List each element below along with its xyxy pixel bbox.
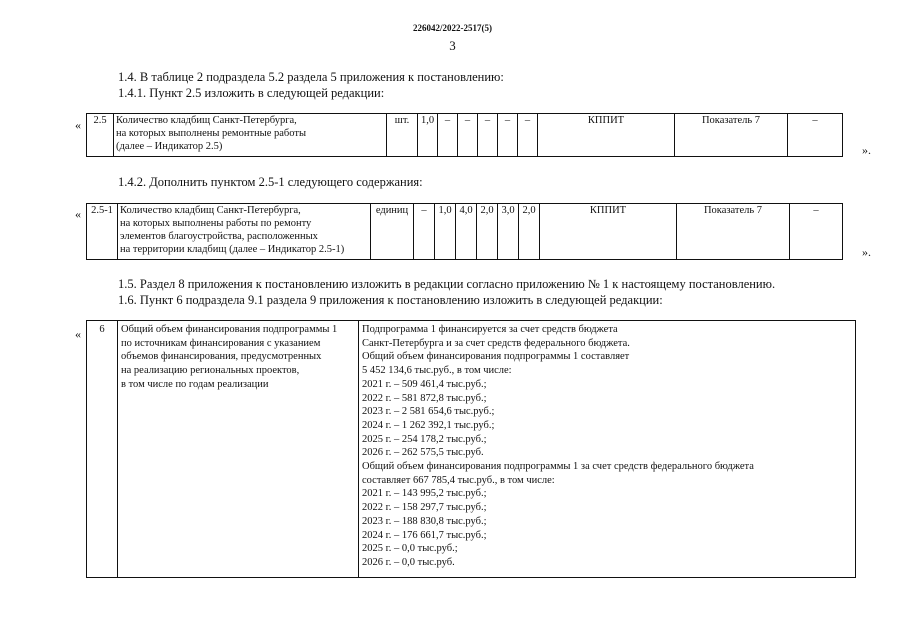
value-cell: 2,0 [519,204,540,260]
details-line: 2026 г. – 0,0 тыс.руб. [362,556,455,568]
details-line: 2021 г. – 143 995,2 тыс.руб.; [362,488,487,500]
paragraph-1-4: 1.4. В таблице 2 подраздела 5.2 раздела 5 приложения к постановлению: [118,70,504,84]
details-line: 2022 г. – 158 297,7 тыс.руб.; [362,502,487,514]
item-number: 2.5-1 [87,204,118,260]
open-quote-3: « [75,327,81,341]
description-line: Количество кладбищ Санкт-Петербурга, [116,115,297,126]
last-cell: – [790,204,843,260]
details-line: 2025 г. – 0,0 тыс.руб.; [362,543,458,555]
open-quote-1: « [75,118,81,132]
table-item-2-5 [86,113,843,157]
paragraph-1-5: 1.5. Раздел 8 приложения к постановлению изложить в редакции согласно приложению № 1 к настоящему постановлению. [118,277,776,291]
description-line: на которых выполнены работы по ремонту [120,218,312,229]
executor-cell: КППИТ [538,114,675,157]
details-line: Общий объем финансирования подпрограммы 1 составляет [362,351,630,363]
value-cell: 3,0 [498,204,519,260]
open-quote-2: « [75,207,81,221]
description-line: элементов благоустройства, расположенных [120,231,318,242]
unit-cell: шт. [387,114,418,157]
details-line: 2024 г. – 1 262 392,1 тыс.руб.; [362,419,495,431]
item-number: 2.5 [87,114,114,157]
description-line: в том числе по годам реализации [121,378,269,390]
value-cell: – [414,204,435,260]
details-line: 2025 г. – 254 178,2 тыс.руб.; [362,433,487,445]
description-line: объемов финансирования, предусмотренных [121,351,322,363]
paragraph-1-6: 1.6. Пункт 6 подраздела 9.1 раздела 9 приложения к постановлению изложить в следующей редакции: [118,293,663,307]
unit-cell: единиц [371,204,414,260]
financing-description [118,321,359,578]
paragraph-1-4-1: 1.4.1. Пункт 2.5 изложить в следующей редакции: [118,86,385,100]
value-cell: 2,0 [477,204,498,260]
details-line: Подпрограмма 1 финансируется за счет средств бюджета [362,324,618,335]
details-line: 2022 г. – 581 872,8 тыс.руб.; [362,392,487,404]
document-number: 226042/2022-2517(5) [413,23,492,33]
indicator-cell: Показатель 7 [677,204,790,260]
close-quote-2: ». [862,245,871,259]
value-cell: – [498,114,518,157]
description-line: на территории кладбищ (далее – Индикатор 2.5-1) [120,244,345,255]
details-line: 2026 г. – 262 575,5 тыс.руб. [362,447,484,459]
value-cell: 4,0 [456,204,477,260]
paragraph-1-4-2: 1.4.2. Дополнить пунктом 2.5-1 следующего содержания: [118,175,423,189]
value-cell: – [458,114,478,157]
indicator-cell: Показатель 7 [675,114,788,157]
details-line: 2023 г. – 2 581 654,6 тыс.руб.; [362,406,495,418]
details-line: Общий объем финансирования подпрограммы 1 за счет средств федерального бюджета [362,461,754,473]
details-line: Санкт-Петербурга и за счет средств федерального бюджета. [362,337,630,349]
details-line: 5 452 134,6 тыс.руб., в том числе: [362,365,512,377]
last-cell: – [788,114,843,157]
item-number: 6 [87,321,118,578]
details-line: составляет 667 785,4 тыс.руб., в том числе: [362,474,555,486]
details-line: 2024 г. – 176 661,7 тыс.руб.; [362,529,487,541]
details-line: 2021 г. – 509 461,4 тыс.руб.; [362,378,487,390]
description-line: Общий объем финансирования подпрограммы 1 [121,324,338,335]
table-item-6 [86,320,856,578]
item-description [118,204,371,260]
page-number: 3 [449,38,456,53]
value-cell: – [518,114,538,157]
executor-cell: КППИТ [540,204,677,260]
description-line: на реализацию региональных проектов, [121,365,300,377]
description-line: по источникам финансирования с указанием [121,337,321,349]
financing-details [359,321,856,578]
value-cell: 1,0 [418,114,438,157]
value-cell: – [478,114,498,157]
details-line: 2023 г. – 188 830,8 тыс.руб.; [362,515,487,527]
description-line: Количество кладбищ Санкт-Петербурга, [120,205,301,216]
item-description [114,114,387,157]
table-item-2-5-1 [86,203,843,260]
description-line: (далее – Индикатор 2.5) [116,141,223,152]
value-cell: 1,0 [435,204,456,260]
description-line: на которых выполнены ремонтные работы [116,128,307,139]
value-cell: – [438,114,458,157]
close-quote-1: ». [862,143,871,157]
